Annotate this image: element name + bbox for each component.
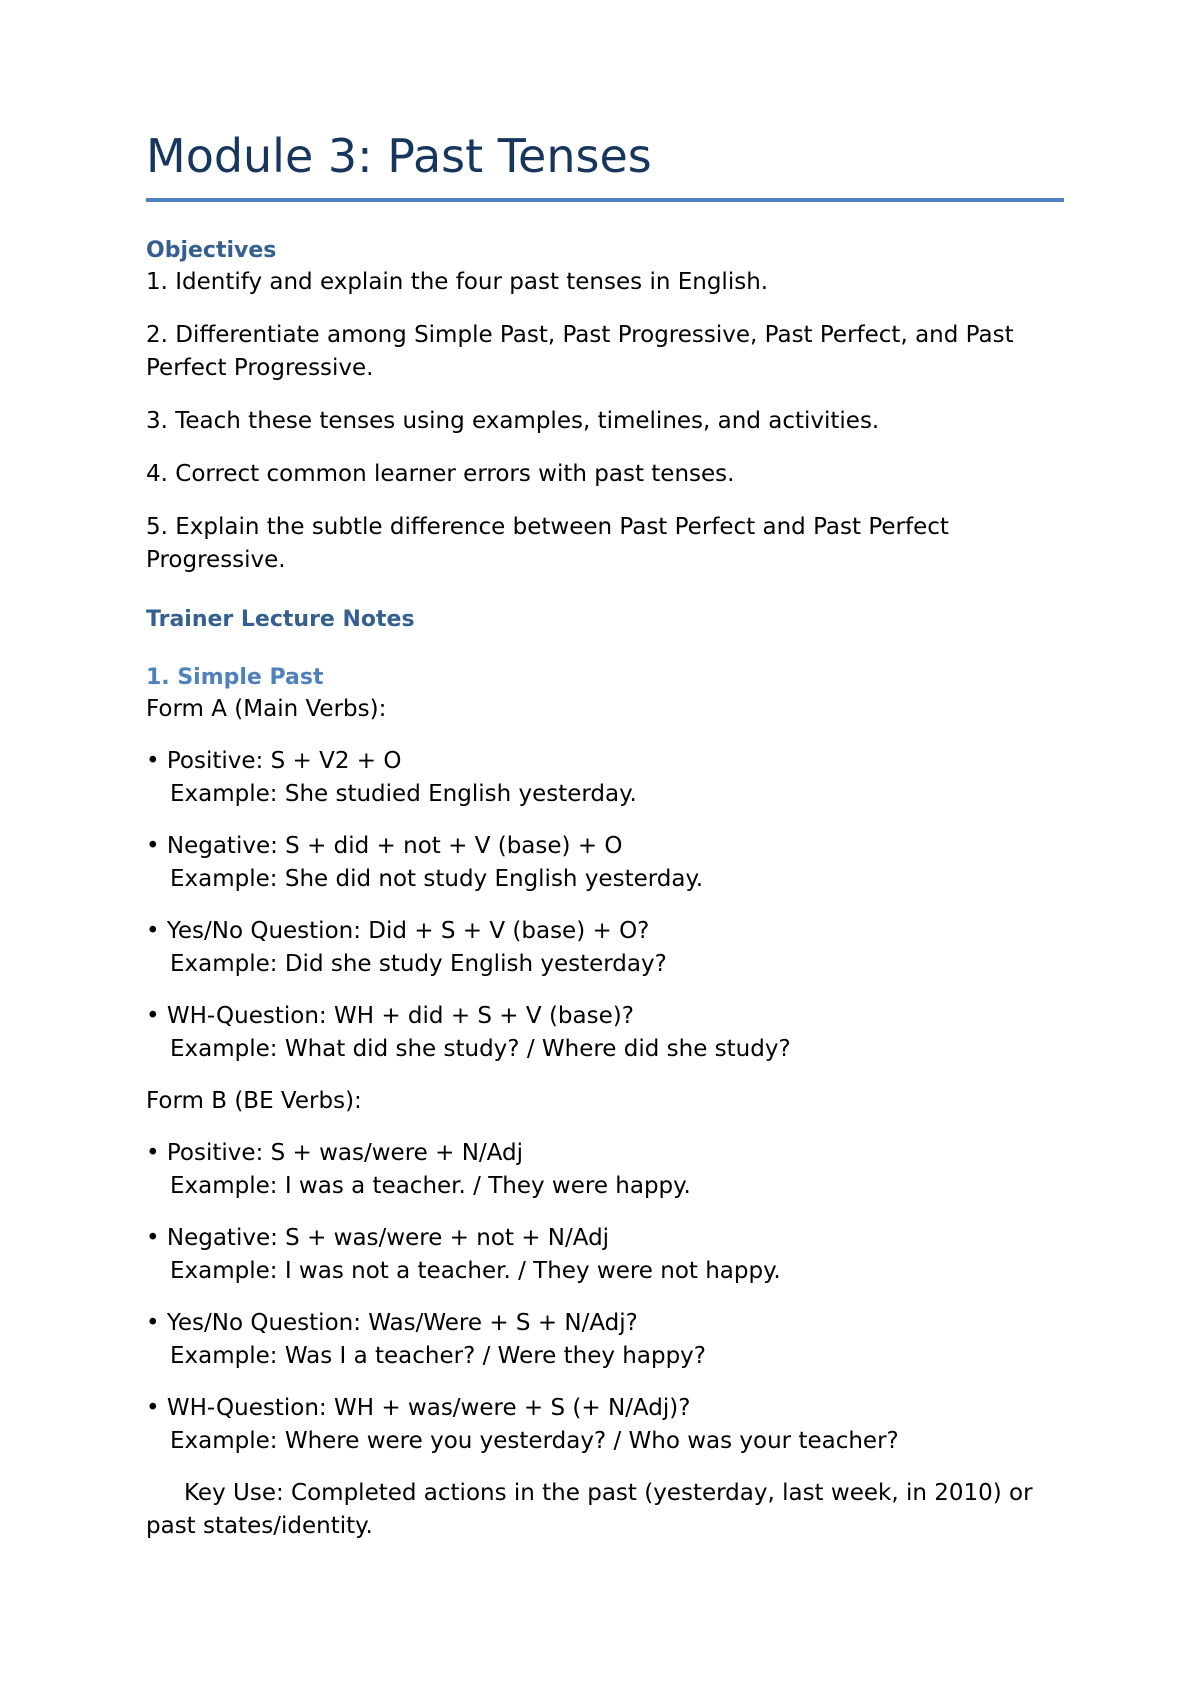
form-b-wh-example: Example: Where were you yesterday? / Who was your teacher? <box>170 1428 899 1454</box>
form-a-negative <box>146 830 1066 896</box>
simple-past-heading: 1. Simple Past <box>146 665 324 690</box>
form-b-wh-question <box>146 1392 1066 1458</box>
objective-item-2: 2. Differentiate among Simple Past, Past Progressive, Past Perfect, and Past Perfect Progressive. <box>146 322 1014 381</box>
form-b-label: Form B (BE Verbs): <box>146 1088 362 1114</box>
form-b-positive <box>146 1137 1066 1203</box>
objective-item-1: 1. Identify and explain the four past tenses in English. <box>146 269 769 295</box>
key-use-note: Key Use: Completed actions in the past (yesterday, last week, in 2010) or past states/identity. <box>146 1480 1033 1539</box>
form-b-positive-example: Example: I was a teacher. / They were happy. <box>170 1173 691 1199</box>
form-a-yes-no-rule: • Yes/No Question: Did + S + V (base) + O? <box>146 918 650 944</box>
form-b-negative <box>146 1222 1066 1288</box>
form-b-yes-no-example: Example: Was I a teacher? / Were they happy? <box>170 1343 706 1369</box>
document-body <box>146 236 1066 1543</box>
form-b-yes-no-question <box>146 1307 1066 1373</box>
page-title: Module 3: Past Tenses <box>146 129 652 183</box>
lecture-notes-heading: Trainer Lecture Notes <box>146 607 415 632</box>
form-a-yes-no-example: Example: Did she study English yesterday? <box>170 951 667 977</box>
form-a-positive-rule: • Positive: S + V2 + O <box>146 748 402 774</box>
form-b-negative-rule: • Negative: S + was/were + not + N/Adj <box>146 1225 610 1251</box>
form-a-wh-example: Example: What did she study? / Where did she study? <box>170 1036 791 1062</box>
objective-item-4: 4. Correct common learner errors with past tenses. <box>146 461 735 487</box>
form-a-positive <box>146 745 1066 811</box>
form-b-yes-no-rule: • Yes/No Question: Was/Were + S + N/Adj? <box>146 1310 638 1336</box>
form-a-wh-question <box>146 1000 1066 1066</box>
objective-item-5: 5. Explain the subtle difference between Past Perfect and Past Perfect Progressive. <box>146 514 949 573</box>
form-a-wh-rule: • WH-Question: WH + did + S + V (base)? <box>146 1003 634 1029</box>
form-a-yes-no-question <box>146 915 1066 981</box>
form-b-negative-example: Example: I was not a teacher. / They were not happy. <box>170 1258 781 1284</box>
form-a-positive-example: Example: She studied English yesterday. <box>170 781 637 807</box>
objective-item-3: 3. Teach these tenses using examples, timelines, and activities. <box>146 408 880 434</box>
form-b-wh-rule: • WH-Question: WH + was/were + S (+ N/Adj)? <box>146 1395 691 1421</box>
form-b-positive-rule: • Positive: S + was/were + N/Adj <box>146 1140 523 1166</box>
form-a-label: Form A (Main Verbs): <box>146 696 387 722</box>
form-a-negative-example: Example: She did not study English yesterday. <box>170 866 704 892</box>
form-a-negative-rule: • Negative: S + did + not + V (base) + O <box>146 833 623 859</box>
objectives-heading: Objectives <box>146 238 277 263</box>
title-underline <box>146 198 1064 202</box>
